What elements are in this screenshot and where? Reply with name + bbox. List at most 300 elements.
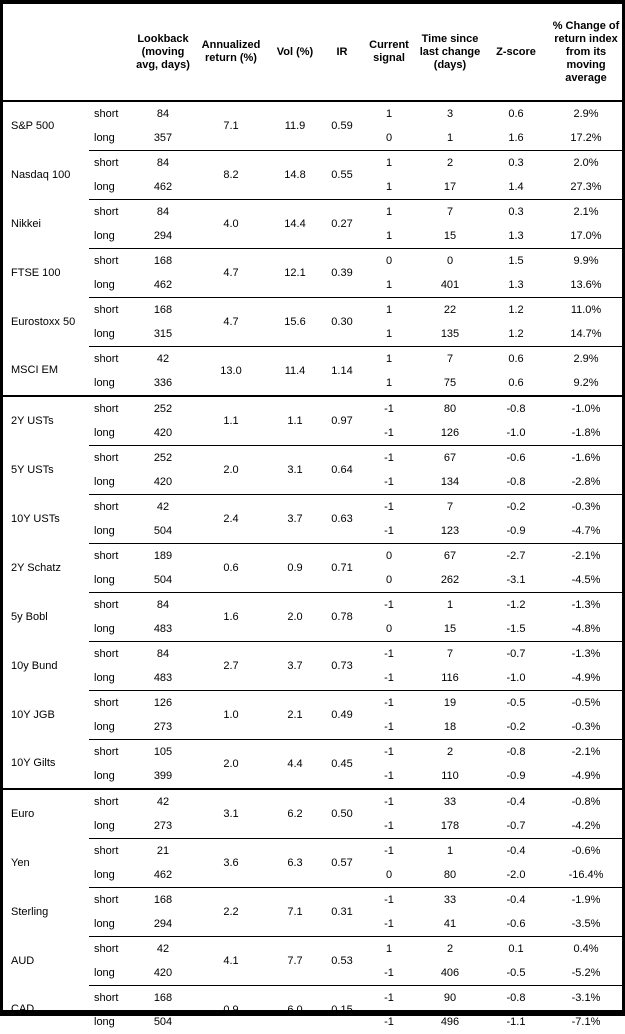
asset-name: Euro [3, 789, 89, 839]
pct-change-value: 14.7% [547, 322, 625, 347]
annualized-return-value: 1.6 [193, 593, 269, 642]
annualized-return-value: 4.0 [193, 200, 269, 249]
ir-value: 0.49 [321, 691, 363, 740]
position-label-long: long [89, 961, 133, 986]
lookback-value: 168 [133, 249, 193, 274]
time-since-value: 15 [415, 224, 485, 249]
time-since-value: 2 [415, 937, 485, 962]
lookback-value: 42 [133, 937, 193, 962]
pct-change-value: -4.5% [547, 568, 625, 593]
signal-value: 1 [363, 322, 415, 347]
z-score-value: -0.7 [485, 642, 547, 667]
time-since-value: 18 [415, 715, 485, 740]
signal-value: 0 [363, 617, 415, 642]
ir-value: 0.63 [321, 495, 363, 544]
asset-name: AUD [3, 937, 89, 986]
asset-row-short [3, 789, 625, 814]
time-since-value: 33 [415, 888, 485, 913]
time-since-value: 0 [415, 249, 485, 274]
pct-change-value: 27.3% [547, 175, 625, 200]
lookback-value: 168 [133, 888, 193, 913]
asset-row-short [3, 593, 625, 618]
position-label-long: long [89, 224, 133, 249]
time-since-value: 126 [415, 421, 485, 446]
position-label-long: long [89, 175, 133, 200]
vol-column-header: Vol (%) [269, 4, 321, 101]
position-label-short: short [89, 691, 133, 716]
lookback-value: 189 [133, 544, 193, 569]
time-since-value: 262 [415, 568, 485, 593]
position-label-short: short [89, 888, 133, 913]
z-score-value: 0.6 [485, 347, 547, 372]
time-since-value: 178 [415, 814, 485, 839]
header-row [3, 4, 625, 101]
asset-row-short [3, 396, 625, 421]
vol-value: 14.4 [269, 200, 321, 249]
current-signal-column-header: Current signal [363, 4, 415, 101]
time-since-value: 15 [415, 617, 485, 642]
lookback-value: 42 [133, 495, 193, 520]
position-label-long: long [89, 273, 133, 298]
asset-name: CAD [3, 986, 89, 1034]
signal-value: -1 [363, 519, 415, 544]
lookback-value: 84 [133, 642, 193, 667]
time-since-value: 116 [415, 666, 485, 691]
pct-change-value: 9.2% [547, 371, 625, 396]
lookback-value: 504 [133, 1010, 193, 1034]
signal-value: -1 [363, 642, 415, 667]
time-since-value: 7 [415, 200, 485, 225]
lookback-value: 84 [133, 151, 193, 176]
asset-row-short [3, 298, 625, 323]
time-since-value: 7 [415, 495, 485, 520]
position-label-short: short [89, 298, 133, 323]
position-label-short: short [89, 789, 133, 814]
position-label-long: long [89, 371, 133, 396]
lookback-value: 315 [133, 322, 193, 347]
position-label-long: long [89, 617, 133, 642]
pct-change-value: -0.8% [547, 789, 625, 814]
annualized-return-value: 13.0 [193, 347, 269, 397]
z-score-value: -0.2 [485, 495, 547, 520]
position-label-long: long [89, 715, 133, 740]
vol-value: 12.1 [269, 249, 321, 298]
z-score-value: -0.4 [485, 888, 547, 913]
z-score-value: 1.5 [485, 249, 547, 274]
vol-value: 6.3 [269, 839, 321, 888]
time-since-value: 2 [415, 151, 485, 176]
signal-value: -1 [363, 691, 415, 716]
vol-value: 6.0 [269, 986, 321, 1034]
asset-name: 2Y USTs [3, 396, 89, 446]
annualized-return-value: 4.7 [193, 298, 269, 347]
z-score-value: 1.6 [485, 126, 547, 151]
pct-change-value: -1.9% [547, 888, 625, 913]
annualized-return-value: 4.1 [193, 937, 269, 986]
vol-value: 4.4 [269, 740, 321, 790]
lookback-value: 399 [133, 764, 193, 789]
signal-value: 0 [363, 863, 415, 888]
z-score-value: -0.9 [485, 519, 547, 544]
position-label-short: short [89, 937, 133, 962]
position-label-short: short [89, 249, 133, 274]
z-score-value: -2.7 [485, 544, 547, 569]
asset-row-short [3, 151, 625, 176]
vol-value: 2.1 [269, 691, 321, 740]
lookback-value: 504 [133, 568, 193, 593]
ir-value: 0.55 [321, 151, 363, 200]
vol-value: 3.7 [269, 495, 321, 544]
signal-value: -1 [363, 814, 415, 839]
signal-value: 0 [363, 249, 415, 274]
time-since-value: 22 [415, 298, 485, 323]
signal-value: 1 [363, 273, 415, 298]
lookback-value: 462 [133, 175, 193, 200]
pct-change-value: -3.1% [547, 986, 625, 1011]
ir-value: 1.14 [321, 347, 363, 397]
pct-change-value: -2.8% [547, 470, 625, 495]
asset-name: 10y Bund [3, 642, 89, 691]
time-since-value: 80 [415, 863, 485, 888]
table-header [3, 4, 625, 101]
position-label-short: short [89, 740, 133, 765]
asset-name: 5y Bobl [3, 593, 89, 642]
lookback-value: 504 [133, 519, 193, 544]
ir-value: 0.78 [321, 593, 363, 642]
ir-column-header: IR [321, 4, 363, 101]
z-score-column-header: Z-score [485, 4, 547, 101]
pct-change-value: 9.9% [547, 249, 625, 274]
position-column-header [89, 4, 133, 101]
asset-name: Nasdaq 100 [3, 151, 89, 200]
signal-value: -1 [363, 593, 415, 618]
lookback-value: 420 [133, 961, 193, 986]
asset-row-short [3, 986, 625, 1011]
position-label-long: long [89, 764, 133, 789]
lookback-value: 462 [133, 863, 193, 888]
pct-change-value: -0.5% [547, 691, 625, 716]
vol-value: 6.2 [269, 789, 321, 839]
ir-value: 0.73 [321, 642, 363, 691]
vol-value: 3.1 [269, 446, 321, 495]
z-score-value: -1.1 [485, 1010, 547, 1034]
lookback-value: 84 [133, 200, 193, 225]
signal-value: -1 [363, 715, 415, 740]
pct-change-value: 0.4% [547, 937, 625, 962]
signal-value: 1 [363, 937, 415, 962]
time-since-value: 134 [415, 470, 485, 495]
time-since-value: 1 [415, 839, 485, 864]
z-score-value: 0.1 [485, 937, 547, 962]
z-score-value: 1.3 [485, 224, 547, 249]
pct-change-value: -1.6% [547, 446, 625, 471]
asset-row-short [3, 101, 625, 126]
pct-change-value: -7.1% [547, 1010, 625, 1034]
position-label-long: long [89, 470, 133, 495]
pct-change-value: -3.5% [547, 912, 625, 937]
time-since-value: 67 [415, 446, 485, 471]
lookback-value: 483 [133, 617, 193, 642]
lookback-value: 462 [133, 273, 193, 298]
signal-value: 0 [363, 126, 415, 151]
vol-value: 14.8 [269, 151, 321, 200]
z-score-value: -0.9 [485, 764, 547, 789]
z-score-value: -1.5 [485, 617, 547, 642]
time-since-value: 401 [415, 273, 485, 298]
asset-row-short [3, 691, 625, 716]
pct-change-column-header: % Change of return index from its moving average [547, 4, 625, 101]
annualized-return-value: 2.0 [193, 446, 269, 495]
vol-value: 3.7 [269, 642, 321, 691]
ir-value: 0.59 [321, 101, 363, 151]
annualized-return-value: 0.9 [193, 986, 269, 1034]
lookback-value: 42 [133, 789, 193, 814]
pct-change-value: -4.9% [547, 764, 625, 789]
lookback-column-header: Lookback (moving avg, days) [133, 4, 193, 101]
asset-row-short [3, 495, 625, 520]
position-label-long: long [89, 322, 133, 347]
time-since-value: 33 [415, 789, 485, 814]
signal-value: -1 [363, 666, 415, 691]
lookback-value: 252 [133, 446, 193, 471]
z-score-value: -0.4 [485, 789, 547, 814]
time-since-value: 17 [415, 175, 485, 200]
annualized-return-value: 2.4 [193, 495, 269, 544]
position-label-long: long [89, 814, 133, 839]
time-since-value: 135 [415, 322, 485, 347]
z-score-value: -0.8 [485, 740, 547, 765]
z-score-value: -3.1 [485, 568, 547, 593]
time-since-value: 75 [415, 371, 485, 396]
signal-value: -1 [363, 764, 415, 789]
asset-row-short [3, 249, 625, 274]
pct-change-value: -0.6% [547, 839, 625, 864]
position-label-short: short [89, 593, 133, 618]
time-since-value: 110 [415, 764, 485, 789]
table-body [3, 101, 625, 1034]
time-since-value: 496 [415, 1010, 485, 1034]
lookback-value: 252 [133, 396, 193, 421]
z-score-value: -0.8 [485, 470, 547, 495]
position-label-long: long [89, 1010, 133, 1034]
position-label-short: short [89, 495, 133, 520]
position-label-short: short [89, 446, 133, 471]
z-score-value: -0.7 [485, 814, 547, 839]
asset-row-short [3, 839, 625, 864]
signal-value: -1 [363, 912, 415, 937]
lookback-value: 294 [133, 224, 193, 249]
z-score-value: -0.5 [485, 691, 547, 716]
z-score-value: -0.6 [485, 446, 547, 471]
z-score-value: -0.4 [485, 839, 547, 864]
position-label-long: long [89, 863, 133, 888]
signal-value: 1 [363, 371, 415, 396]
annualized-return-value: 2.7 [193, 642, 269, 691]
signal-value: -1 [363, 740, 415, 765]
lookback-value: 84 [133, 593, 193, 618]
signal-value: 1 [363, 151, 415, 176]
vol-value: 7.1 [269, 888, 321, 937]
time-since-value: 3 [415, 101, 485, 126]
signal-value: 1 [363, 347, 415, 372]
lookback-value: 84 [133, 101, 193, 126]
lookback-value: 483 [133, 666, 193, 691]
asset-name: FTSE 100 [3, 249, 89, 298]
lookback-value: 336 [133, 371, 193, 396]
time-since-value: 2 [415, 740, 485, 765]
annualized-return-value: 7.1 [193, 101, 269, 151]
signal-value: 1 [363, 175, 415, 200]
position-label-short: short [89, 396, 133, 421]
time-since-value: 1 [415, 126, 485, 151]
pct-change-value: -1.8% [547, 421, 625, 446]
lookback-value: 420 [133, 470, 193, 495]
z-score-value: 0.3 [485, 200, 547, 225]
signal-value: -1 [363, 1010, 415, 1034]
signal-value: 0 [363, 544, 415, 569]
pct-change-value: 17.0% [547, 224, 625, 249]
z-score-value: -2.0 [485, 863, 547, 888]
pct-change-value: -5.2% [547, 961, 625, 986]
z-score-value: -0.2 [485, 715, 547, 740]
pct-change-value: 2.9% [547, 101, 625, 126]
annualized-return-value: 1.0 [193, 691, 269, 740]
time-since-value: 90 [415, 986, 485, 1011]
position-label-short: short [89, 986, 133, 1011]
ir-value: 0.15 [321, 986, 363, 1034]
pct-change-value: -4.8% [547, 617, 625, 642]
lookback-value: 294 [133, 912, 193, 937]
annualized-return-value: 3.6 [193, 839, 269, 888]
asset-name: MSCI EM [3, 347, 89, 397]
z-score-value: -1.2 [485, 593, 547, 618]
z-score-value: -1.0 [485, 666, 547, 691]
z-score-value: -0.5 [485, 961, 547, 986]
asset-name: 2Y Schatz [3, 544, 89, 593]
ir-value: 0.97 [321, 396, 363, 446]
annualized-return-value: 0.6 [193, 544, 269, 593]
lookback-value: 273 [133, 814, 193, 839]
ir-value: 0.71 [321, 544, 363, 593]
pct-change-value: 2.1% [547, 200, 625, 225]
pct-change-value: 11.0% [547, 298, 625, 323]
signal-value: -1 [363, 961, 415, 986]
asset-row-short [3, 446, 625, 471]
position-label-long: long [89, 666, 133, 691]
vol-value: 2.0 [269, 593, 321, 642]
lookback-value: 273 [133, 715, 193, 740]
annualized-return-value: 3.1 [193, 789, 269, 839]
time-since-column-header: Time since last change (days) [415, 4, 485, 101]
signal-value: 1 [363, 101, 415, 126]
pct-change-value: -0.3% [547, 715, 625, 740]
time-since-value: 1 [415, 593, 485, 618]
ir-value: 0.31 [321, 888, 363, 937]
vol-value: 11.4 [269, 347, 321, 397]
trend-signals-table [3, 4, 625, 1034]
pct-change-value: -1.3% [547, 642, 625, 667]
lookback-value: 126 [133, 691, 193, 716]
ir-value: 0.57 [321, 839, 363, 888]
time-since-value: 406 [415, 961, 485, 986]
position-label-short: short [89, 151, 133, 176]
pct-change-value: -2.1% [547, 740, 625, 765]
ir-value: 0.45 [321, 740, 363, 790]
position-label-long: long [89, 912, 133, 937]
asset-name: Yen [3, 839, 89, 888]
signal-value: 1 [363, 224, 415, 249]
vol-value: 1.1 [269, 396, 321, 446]
annualized-return-value: 1.1 [193, 396, 269, 446]
lookback-value: 357 [133, 126, 193, 151]
vol-value: 7.7 [269, 937, 321, 986]
vol-value: 0.9 [269, 544, 321, 593]
lookback-value: 168 [133, 298, 193, 323]
annualized-return-value: 2.0 [193, 740, 269, 790]
z-score-value: 1.2 [485, 322, 547, 347]
time-since-value: 67 [415, 544, 485, 569]
asset-row-short [3, 642, 625, 667]
asset-name: Eurostoxx 50 [3, 298, 89, 347]
z-score-value: 0.6 [485, 371, 547, 396]
z-score-value: 1.4 [485, 175, 547, 200]
vol-value: 15.6 [269, 298, 321, 347]
signal-value: -1 [363, 470, 415, 495]
ir-value: 0.64 [321, 446, 363, 495]
position-label-short: short [89, 544, 133, 569]
annualized-return-column-header: Annualized return (%) [193, 4, 269, 101]
time-since-value: 80 [415, 396, 485, 421]
pct-change-value: -1.3% [547, 593, 625, 618]
position-label-long: long [89, 519, 133, 544]
pct-change-value: 13.6% [547, 273, 625, 298]
position-label-short: short [89, 347, 133, 372]
pct-change-value: -4.9% [547, 666, 625, 691]
lookback-value: 105 [133, 740, 193, 765]
position-label-short: short [89, 642, 133, 667]
z-score-value: 0.3 [485, 151, 547, 176]
z-score-value: -1.0 [485, 421, 547, 446]
signal-value: 1 [363, 200, 415, 225]
z-score-value: 1.3 [485, 273, 547, 298]
time-since-value: 7 [415, 642, 485, 667]
z-score-value: 0.6 [485, 101, 547, 126]
annualized-return-value: 4.7 [193, 249, 269, 298]
asset-name: S&P 500 [3, 101, 89, 151]
pct-change-value: 2.9% [547, 347, 625, 372]
signal-value: -1 [363, 839, 415, 864]
position-label-short: short [89, 101, 133, 126]
asset-name: Nikkei [3, 200, 89, 249]
vol-value: 11.9 [269, 101, 321, 151]
ir-value: 0.53 [321, 937, 363, 986]
asset-row-short [3, 347, 625, 372]
asset-row-short [3, 888, 625, 913]
pct-change-value: -4.7% [547, 519, 625, 544]
annualized-return-value: 2.2 [193, 888, 269, 937]
pct-change-value: 2.0% [547, 151, 625, 176]
z-score-value: 1.2 [485, 298, 547, 323]
time-since-value: 123 [415, 519, 485, 544]
signal-value: -1 [363, 986, 415, 1011]
pct-change-value: -1.0% [547, 396, 625, 421]
signal-value: 1 [363, 298, 415, 323]
asset-name: 10Y JGB [3, 691, 89, 740]
position-label-long: long [89, 421, 133, 446]
signal-value: 0 [363, 568, 415, 593]
signal-value: -1 [363, 888, 415, 913]
pct-change-value: -2.1% [547, 544, 625, 569]
